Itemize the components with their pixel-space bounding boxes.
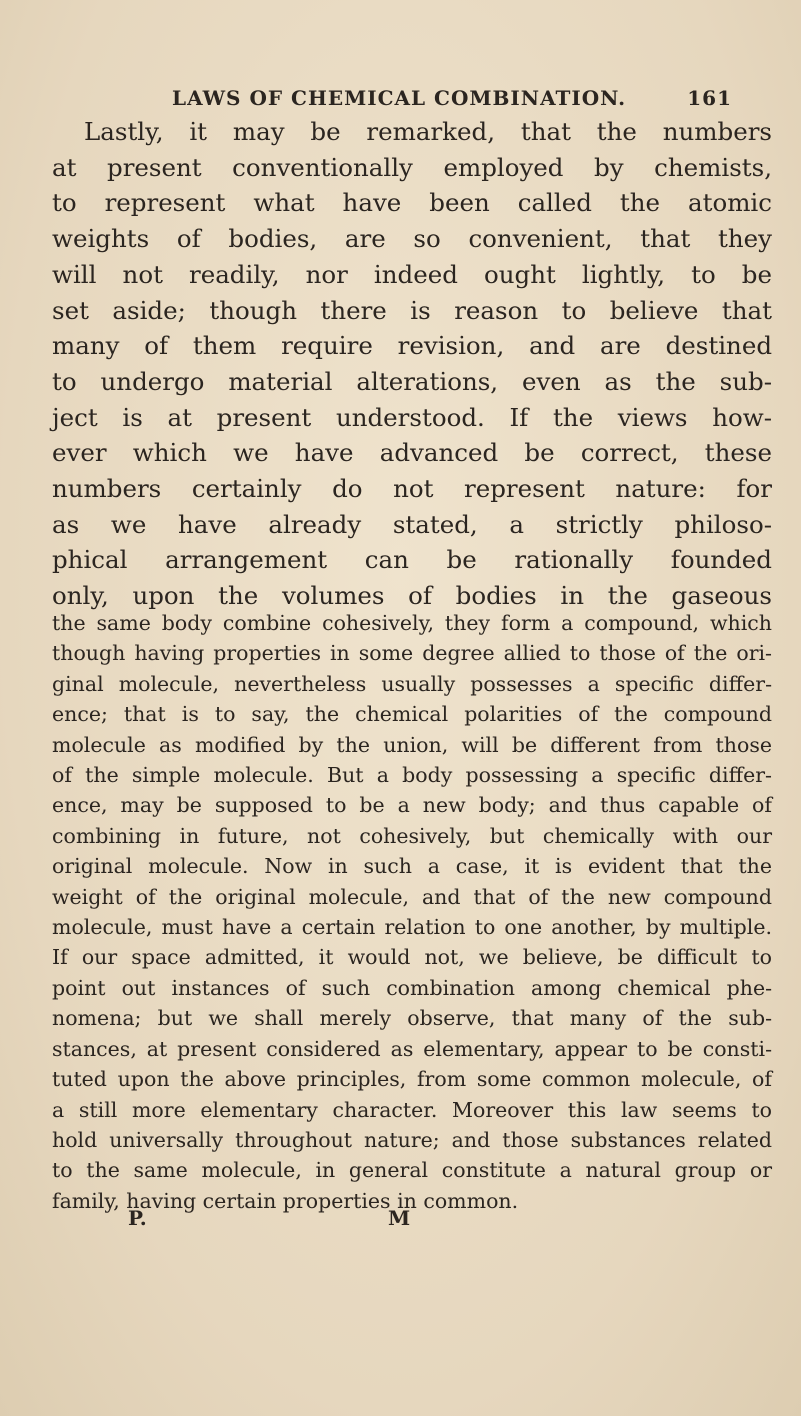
text-line: the same body combine cohesively, they form a compound, which bbox=[52, 611, 772, 635]
text-line: phical arrangement can be rationally founded bbox=[52, 545, 772, 575]
text-line: molecule, must have a certain relation to one another, by multiple. bbox=[52, 915, 772, 940]
signature-mark: M bbox=[388, 1206, 411, 1230]
text-line: though having properties in some degree allied to those of the ori- bbox=[52, 641, 772, 666]
text-line: original molecule. Now in such a case, it is evident that the bbox=[52, 854, 772, 879]
text-line: ginal molecule, nevertheless usually possesses a specific differ- bbox=[52, 671, 772, 696]
text-line: will not readily, nor indeed ought lightly, to be bbox=[52, 259, 772, 289]
paragraph-1 bbox=[52, 114, 772, 614]
text-line: of the simple molecule. But a body possessing a specific differ- bbox=[52, 763, 772, 788]
text-line: at present conventionally employed by chemists, bbox=[52, 152, 772, 182]
text-line: point out instances of such combination among chemical phe- bbox=[52, 975, 772, 1000]
text-line: ject is at present understood. If the views how- bbox=[52, 402, 772, 432]
text-line: to undergo material alterations, even as the sub- bbox=[52, 366, 772, 396]
text-line: weights of bodies, are so convenient, that they bbox=[52, 224, 772, 254]
text-line: to represent what have been called the atomic bbox=[52, 188, 772, 218]
text-line: to the same molecule, in general constitute a natural group or bbox=[52, 1158, 772, 1183]
text-line: numbers certainly do not represent nature: for bbox=[52, 474, 772, 504]
text-line: nomena; but we shall merely observe, that many of the sub- bbox=[52, 1006, 772, 1031]
text-line: ever which we have advanced be correct, these bbox=[52, 438, 772, 468]
text-line: ence; that is to say, the chemical polarities of the compound bbox=[52, 702, 772, 727]
text-line: stances, at present considered as elementary, appear to be consti- bbox=[52, 1036, 772, 1061]
text-line: family, having certain properties in common. bbox=[52, 1188, 519, 1213]
text-line: set aside; though there is reason to believe that bbox=[52, 295, 772, 325]
text-line: molecule as modified by the union, will be different from those bbox=[52, 732, 772, 757]
page-number: 161 bbox=[687, 86, 732, 110]
running-title: LAWS OF CHEMICAL COMBINATION. bbox=[172, 86, 627, 110]
text-line: only, upon the volumes of bodies in the gaseous bbox=[52, 581, 772, 611]
text-line: a still more elementary character. Moreover this law seems to bbox=[52, 1097, 772, 1122]
text-line: weight of the original molecule, and that of the new compound bbox=[52, 884, 772, 909]
text-line: tuted upon the above principles, from some common molecule, of bbox=[52, 1067, 772, 1092]
text-line: Lastly, it may be remarked, that the numbers bbox=[84, 117, 772, 146]
text-line: ence, may be supposed to be a new body; and thus capable of bbox=[52, 793, 772, 818]
text-line: If our space admitted, it would not, we believe, be difficult to bbox=[52, 945, 772, 970]
text-line: hold universally throughout nature; and those substances related bbox=[52, 1127, 772, 1152]
signature-letter: P. bbox=[128, 1206, 147, 1230]
text-line: many of them require revision, and are destined bbox=[52, 331, 772, 361]
text-line: combining in future, not cohesively, but chemically with our bbox=[52, 823, 772, 848]
running-header bbox=[172, 86, 732, 110]
paragraph-2 bbox=[52, 608, 772, 1216]
text-line: as we have already stated, a strictly philoso- bbox=[52, 509, 772, 539]
